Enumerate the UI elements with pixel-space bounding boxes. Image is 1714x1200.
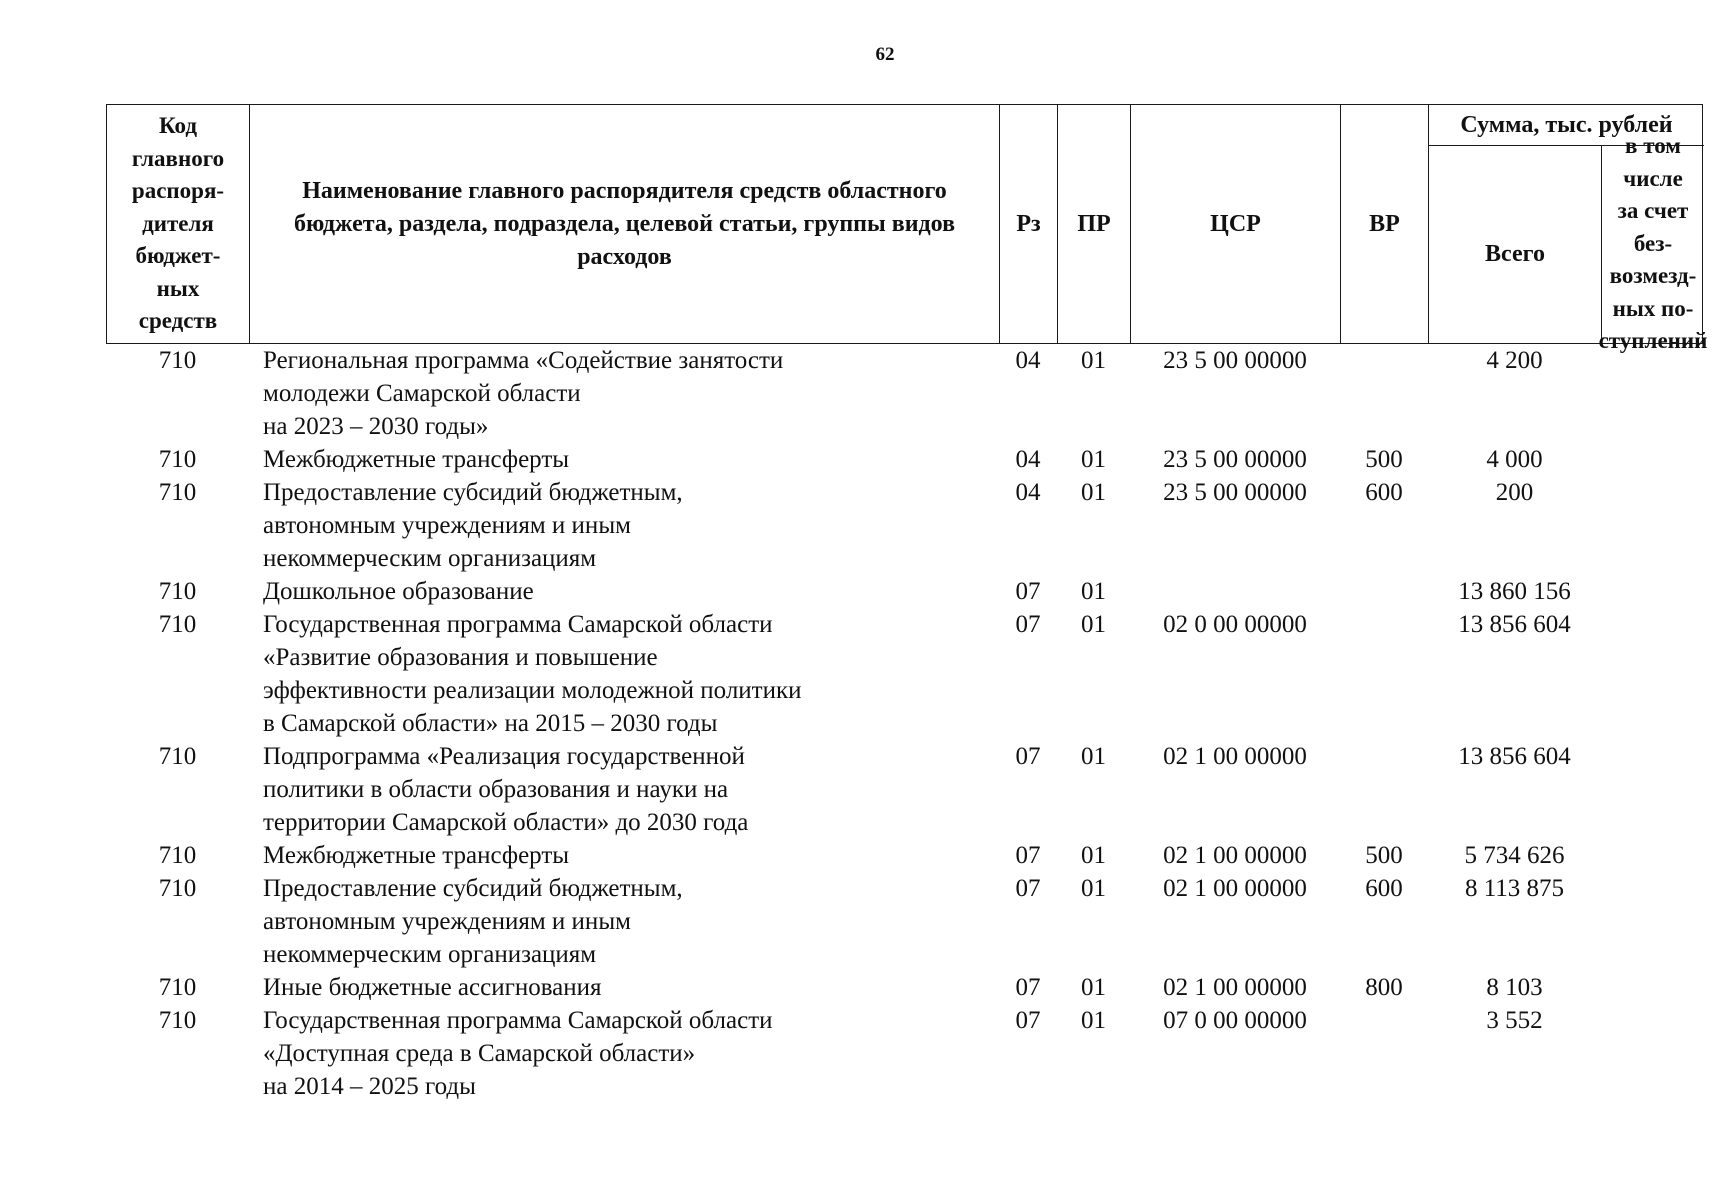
cell-name: Межбюджетные трансферты [263, 446, 570, 473]
cell-csr: 23 5 00 00000 [1163, 479, 1307, 506]
table-header [106, 104, 1708, 354]
cell-total: 13 856 604 [1458, 743, 1571, 770]
cell-name: Региональная программа «Содействие занятости молодежи Самарской области на 2023 – 2030 годы» [263, 347, 784, 440]
cell-total: 8 103 [1486, 974, 1543, 1001]
cell-code: 710 [158, 842, 197, 869]
cell-csr: 02 1 00 00000 [1163, 842, 1307, 869]
cell-pr: 01 [1081, 875, 1106, 902]
cell-pr: 01 [1081, 611, 1106, 638]
cell-pr: 01 [1081, 974, 1106, 1001]
cell-vr [1340, 1004, 1428, 1103]
cell-pr: 01 [1081, 1007, 1106, 1034]
header-total: Всего [1429, 145, 1602, 343]
cell-name: Подпрограмма «Реализация государственной политики в области образования и науки на территории Самарской области» до 2030 года [263, 743, 749, 836]
cell-name: Предоставление субсидий бюджетным, автономным учреждениям и иным некоммерческим организациям [263, 875, 683, 968]
cell-vr [1340, 344, 1428, 443]
table-row [0, 740, 1714, 839]
cell-name: Государственная программа Самарской области «Развитие образования и повышение эффективности реализации молодежной политики в Самарской области» на 2015 – 2030 годы [263, 611, 802, 737]
cell-rz: 07 [1015, 974, 1041, 1001]
cell-grant [1601, 476, 1703, 575]
cell-grant [1601, 971, 1703, 1004]
cell-code: 710 [158, 347, 197, 374]
cell-rz: 04 [1015, 446, 1041, 473]
header-rz: Рз [1000, 105, 1058, 343]
header-grant: в том числе за счет без- возмезд- ных по- ступлений [1598, 133, 1708, 354]
cell-vr: 600 [1365, 479, 1403, 506]
header-code: Код главного распоря- дителя бюджет- ных средств [107, 105, 250, 343]
cell-csr: 07 0 00 00000 [1163, 1007, 1307, 1034]
cell-code: 710 [158, 743, 197, 770]
cell-total: 5 734 626 [1464, 842, 1565, 869]
cell-vr: 500 [1365, 842, 1403, 869]
cell-grant [1601, 608, 1703, 740]
cell-total: 200 [1495, 479, 1534, 506]
page-number: 62 [875, 44, 895, 65]
cell-csr: 23 5 00 00000 [1163, 347, 1307, 374]
cell-rz: 04 [1015, 347, 1041, 374]
cell-total: 4 200 [1486, 347, 1543, 374]
cell-rz: 04 [1015, 479, 1041, 506]
cell-code: 710 [158, 611, 197, 638]
cell-code: 710 [158, 1007, 197, 1034]
cell-code: 710 [158, 974, 197, 1001]
cell-grant [1601, 575, 1703, 608]
table-row [0, 344, 1714, 443]
cell-code: 710 [158, 446, 197, 473]
cell-pr: 01 [1081, 578, 1106, 605]
cell-total: 13 856 604 [1458, 611, 1571, 638]
cell-pr: 01 [1081, 347, 1106, 374]
cell-rz: 07 [1015, 611, 1041, 638]
cell-rz: 07 [1015, 875, 1041, 902]
cell-code: 710 [158, 875, 197, 902]
cell-vr [1340, 740, 1428, 839]
table-row [0, 443, 1714, 476]
cell-grant [1601, 839, 1703, 872]
cell-csr: 02 1 00 00000 [1163, 875, 1307, 902]
cell-vr: 500 [1365, 446, 1403, 473]
cell-total: 4 000 [1486, 446, 1543, 473]
cell-vr: 600 [1365, 875, 1403, 902]
cell-pr: 01 [1081, 743, 1106, 770]
header-name: Наименование главного распорядителя средств областного бюджета, раздела, подраздела, целевой статьи, группы видов расходов [250, 105, 1000, 343]
cell-rz: 07 [1015, 578, 1041, 605]
table-row [0, 1004, 1714, 1103]
cell-pr: 01 [1081, 479, 1106, 506]
cell-name: Государственная программа Самарской области «Доступная среда в Самарской области» на 2014 – 2025 годы [263, 1007, 773, 1100]
cell-pr: 01 [1081, 842, 1106, 869]
cell-total: 3 552 [1486, 1007, 1543, 1034]
cell-vr: 800 [1365, 974, 1403, 1001]
cell-total: 8 113 875 [1464, 875, 1565, 902]
table-row [0, 872, 1714, 971]
table-row [0, 839, 1714, 872]
cell-rz: 07 [1015, 743, 1041, 770]
table-row [0, 476, 1714, 575]
cell-code: 710 [158, 479, 197, 506]
table-row [0, 575, 1714, 608]
cell-csr [1130, 575, 1340, 608]
cell-name: Предоставление субсидий бюджетным, автономным учреждениям и иным некоммерческим организациям [263, 479, 683, 572]
header-pr: ПР [1058, 105, 1131, 343]
cell-pr: 01 [1081, 446, 1106, 473]
cell-name: Дошкольное образование [263, 578, 534, 605]
header-csr: ЦСР [1131, 105, 1341, 343]
table-row [0, 971, 1714, 1004]
cell-vr [1340, 608, 1428, 740]
cell-csr: 23 5 00 00000 [1163, 446, 1307, 473]
cell-total: 13 860 156 [1458, 578, 1571, 605]
cell-grant [1601, 443, 1703, 476]
cell-grant [1601, 344, 1703, 443]
cell-grant [1601, 740, 1703, 839]
header-vr: ВР [1341, 105, 1429, 343]
cell-code: 710 [158, 578, 197, 605]
cell-csr: 02 0 00 00000 [1163, 611, 1307, 638]
cell-csr: 02 1 00 00000 [1163, 974, 1307, 1001]
cell-rz: 07 [1015, 1007, 1041, 1034]
cell-csr: 02 1 00 00000 [1163, 743, 1307, 770]
cell-name: Межбюджетные трансферты [263, 842, 570, 869]
table-row [0, 608, 1714, 740]
header-sum-title: Сумма, тыс. рублей [1429, 105, 1704, 146]
cell-grant [1601, 872, 1703, 971]
header-sum [1429, 105, 1708, 354]
cell-rz: 07 [1015, 842, 1041, 869]
cell-name: Иные бюджетные ассигнования [263, 974, 602, 1001]
cell-vr [1340, 575, 1428, 608]
table-body [0, 344, 1714, 1103]
cell-grant [1601, 1004, 1703, 1103]
